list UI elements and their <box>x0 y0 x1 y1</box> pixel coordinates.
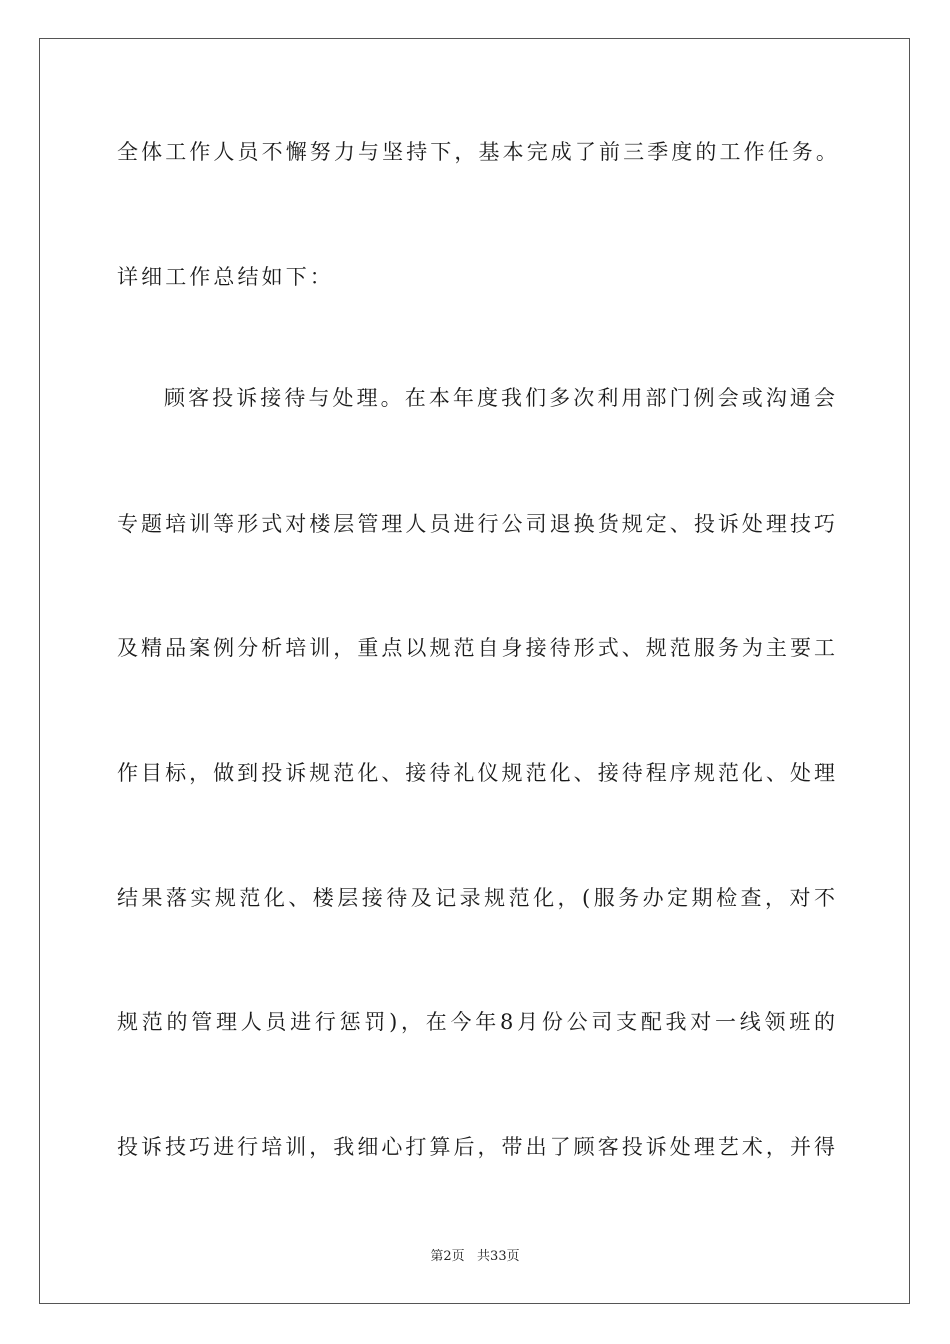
body-line-1: 全体工作人员不懈努力与坚持下，基本完成了前三季度的工作任务。 <box>117 140 840 164</box>
body-line-6: 作目标，做到投诉规范化、接待礼仪规范化、接待程序规范化、处理 <box>117 761 835 785</box>
body-line-9: 投诉技巧进行培训，我细心打算后，带出了顾客投诉处理艺术，并得 <box>117 1135 835 1159</box>
body-line-3: 顾客投诉接待与处理。在本年度我们多次利用部门例会或沟通会 <box>164 386 835 410</box>
body-line-2: 详细工作总结如下： <box>117 265 334 289</box>
body-line-5: 及精品案例分析培训，重点以规范自身接待形式、规范服务为主要工 <box>117 636 835 660</box>
body-line-4: 专题培训等形式对楼层管理人员进行公司退换货规定、投诉处理技巧 <box>117 512 835 536</box>
page-number-footer: 第2页 共33页 <box>430 1249 520 1264</box>
body-line-7: 结果落实规范化、楼层接待及记录规范化，(服务办定期检查，对不 <box>117 886 835 910</box>
body-line-8: 规范的管理人员进行惩罚)，在今年8月份公司支配我对一线领班的 <box>117 1010 835 1034</box>
page-border <box>39 38 910 1304</box>
